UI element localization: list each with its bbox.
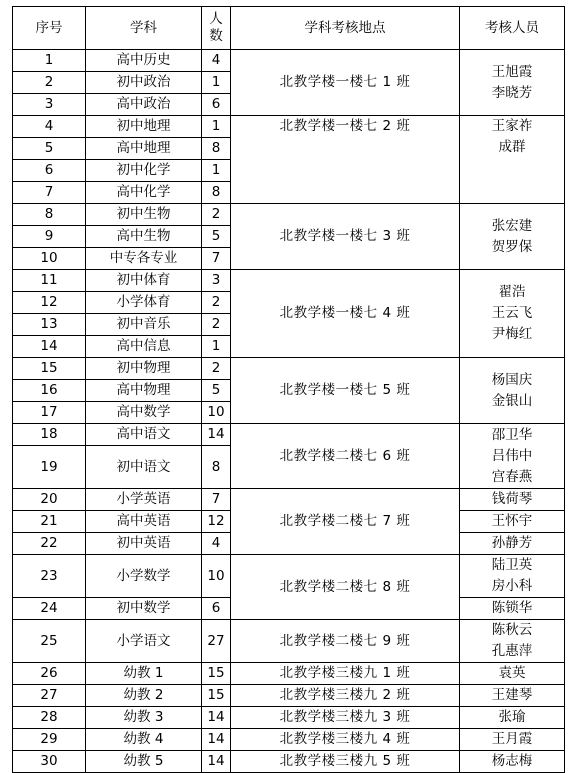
cell-subject: 初中化学 xyxy=(86,160,202,182)
cell-index: 29 xyxy=(13,729,86,751)
cell-venue: 北教学楼一楼七 4 班 xyxy=(231,270,460,358)
cell-subject: 初中物理 xyxy=(86,358,202,380)
table-row xyxy=(13,50,565,72)
cell-index: 20 xyxy=(13,489,86,511)
cell-index: 3 xyxy=(13,94,86,116)
cell-staff: 王怀宇 xyxy=(460,511,565,533)
cell-staff xyxy=(460,204,565,270)
cell-count: 4 xyxy=(202,50,231,72)
staff-name: 邵卫华 xyxy=(491,426,533,443)
cell-staff xyxy=(460,555,565,598)
cell-count: 14 xyxy=(202,751,231,773)
cell-venue: 北教学楼三楼九 4 班 xyxy=(231,729,460,751)
cell-subject: 高中地理 xyxy=(86,138,202,160)
cell-count: 6 xyxy=(202,94,231,116)
cell-index: 28 xyxy=(13,707,86,729)
staff-name: 陈秋云 xyxy=(491,622,533,638)
cell-staff xyxy=(460,620,565,663)
cell-count: 7 xyxy=(202,489,231,511)
table-row xyxy=(13,729,565,751)
cell-index: 14 xyxy=(13,336,86,358)
cell-index: 30 xyxy=(13,751,86,773)
cell-subject: 初中英语 xyxy=(86,533,202,555)
staff-name: 孔惠萍 xyxy=(491,643,533,659)
cell-subject: 初中政治 xyxy=(86,72,202,94)
cell-subject: 初中体育 xyxy=(86,270,202,292)
cell-subject: 幼教 5 xyxy=(86,751,202,773)
table-row xyxy=(13,663,565,685)
staff-name: 王旭霞 xyxy=(491,63,533,80)
cell-subject: 小学语文 xyxy=(86,620,202,663)
table-row xyxy=(13,620,565,663)
cell-subject: 初中生物 xyxy=(86,204,202,226)
staff-name: 贺罗保 xyxy=(491,238,533,255)
cell-index: 4 xyxy=(13,116,86,138)
cell-venue: 北教学楼三楼九 1 班 xyxy=(231,663,460,685)
cell-venue: 北教学楼三楼九 3 班 xyxy=(231,707,460,729)
cell-subject: 幼教 3 xyxy=(86,707,202,729)
cell-staff xyxy=(460,116,565,204)
cell-index: 13 xyxy=(13,314,86,336)
cell-subject: 高中化学 xyxy=(86,182,202,204)
cell-subject: 幼教 2 xyxy=(86,685,202,707)
cell-subject: 幼教 4 xyxy=(86,729,202,751)
cell-staff: 王建琴 xyxy=(460,685,565,707)
cell-staff xyxy=(460,270,565,358)
cell-count: 2 xyxy=(202,292,231,314)
cell-staff xyxy=(460,424,565,489)
cell-staff: 张瑜 xyxy=(460,707,565,729)
cell-subject: 高中历史 xyxy=(86,50,202,72)
cell-count: 10 xyxy=(202,555,231,598)
cell-staff: 孙静芳 xyxy=(460,533,565,555)
cell-count: 27 xyxy=(202,620,231,663)
cell-count: 1 xyxy=(202,72,231,94)
header-index: 序号 xyxy=(13,7,86,50)
header-row xyxy=(13,7,565,50)
staff-name: 王家祚 xyxy=(491,118,533,134)
cell-subject: 小学英语 xyxy=(86,489,202,511)
cell-index: 18 xyxy=(13,424,86,446)
cell-index: 7 xyxy=(13,182,86,204)
cell-subject: 初中数学 xyxy=(86,598,202,620)
cell-subject: 高中英语 xyxy=(86,511,202,533)
staff-name: 李晓芳 xyxy=(491,84,533,101)
cell-index: 6 xyxy=(13,160,86,182)
cell-count: 5 xyxy=(202,226,231,248)
cell-count: 15 xyxy=(202,685,231,707)
staff-name: 宫春燕 xyxy=(491,468,533,485)
table-row xyxy=(13,489,565,511)
cell-staff: 杨志梅 xyxy=(460,751,565,773)
cell-count: 8 xyxy=(202,182,231,204)
cell-staff: 钱荷琴 xyxy=(460,489,565,511)
header-count-line1: 人 xyxy=(209,11,223,27)
cell-venue: 北教学楼一楼七 3 班 xyxy=(231,204,460,270)
header-count-line2: 数 xyxy=(209,28,223,44)
cell-count: 1 xyxy=(202,336,231,358)
cell-index: 22 xyxy=(13,533,86,555)
table-row xyxy=(13,270,565,292)
table-row xyxy=(13,204,565,226)
cell-subject: 高中信息 xyxy=(86,336,202,358)
cell-index: 10 xyxy=(13,248,86,270)
table-row xyxy=(13,116,565,138)
cell-index: 11 xyxy=(13,270,86,292)
header-staff: 考核人员 xyxy=(460,7,565,50)
cell-subject: 小学体育 xyxy=(86,292,202,314)
staff-name: 王云飞 xyxy=(491,305,533,321)
cell-subject: 幼教 1 xyxy=(86,663,202,685)
cell-subject: 初中语文 xyxy=(86,446,202,489)
cell-count: 14 xyxy=(202,424,231,446)
cell-venue: 北教学楼一楼七 1 班 xyxy=(231,50,460,116)
cell-count: 2 xyxy=(202,314,231,336)
cell-index: 26 xyxy=(13,663,86,685)
staff-name: 尹梅红 xyxy=(491,326,533,342)
cell-index: 5 xyxy=(13,138,86,160)
cell-venue: 北教学楼二楼七 6 班 xyxy=(231,424,460,489)
cell-count: 8 xyxy=(202,138,231,160)
staff-name: 翟浩 xyxy=(498,284,526,300)
cell-count: 5 xyxy=(202,380,231,402)
cell-venue: 北教学楼二楼七 9 班 xyxy=(231,620,460,663)
cell-index: 21 xyxy=(13,511,86,533)
cell-count: 10 xyxy=(202,402,231,424)
cell-index: 25 xyxy=(13,620,86,663)
staff-name: 杨国庆 xyxy=(491,371,533,388)
cell-index: 12 xyxy=(13,292,86,314)
cell-staff: 袁英 xyxy=(460,663,565,685)
cell-index: 17 xyxy=(13,402,86,424)
table-row xyxy=(13,685,565,707)
cell-subject: 高中物理 xyxy=(86,380,202,402)
staff-name: 房小科 xyxy=(491,578,533,594)
cell-venue: 北教学楼二楼七 8 班 xyxy=(231,555,460,620)
header-venue: 学科考核地点 xyxy=(231,7,460,50)
header-count xyxy=(202,7,231,50)
cell-count: 8 xyxy=(202,446,231,489)
cell-venue xyxy=(231,116,460,204)
cell-index: 16 xyxy=(13,380,86,402)
cell-count: 7 xyxy=(202,248,231,270)
cell-count: 1 xyxy=(202,160,231,182)
cell-index: 19 xyxy=(13,446,86,489)
cell-staff: 王月霞 xyxy=(460,729,565,751)
cell-subject: 初中地理 xyxy=(86,116,202,138)
cell-index: 8 xyxy=(13,204,86,226)
cell-count: 4 xyxy=(202,533,231,555)
assessment-schedule-table xyxy=(12,6,565,773)
cell-index: 27 xyxy=(13,685,86,707)
cell-count: 12 xyxy=(202,511,231,533)
cell-index: 23 xyxy=(13,555,86,598)
cell-staff xyxy=(460,358,565,424)
cell-subject: 小学数学 xyxy=(86,555,202,598)
staff-name: 金银山 xyxy=(491,392,533,409)
table-row xyxy=(13,751,565,773)
cell-count: 3 xyxy=(202,270,231,292)
cell-count: 6 xyxy=(202,598,231,620)
cell-subject: 高中生物 xyxy=(86,226,202,248)
cell-venue: 北教学楼一楼七 5 班 xyxy=(231,358,460,424)
header-subject: 学科 xyxy=(86,7,202,50)
venue-text: 北教学楼一楼七 2 班 xyxy=(279,118,411,134)
cell-index: 24 xyxy=(13,598,86,620)
staff-name: 陆卫英 xyxy=(491,557,533,573)
cell-venue: 北教学楼二楼七 7 班 xyxy=(231,489,460,555)
cell-subject: 高中政治 xyxy=(86,94,202,116)
cell-count: 15 xyxy=(202,663,231,685)
staff-name: 张宏建 xyxy=(491,217,533,234)
cell-count: 14 xyxy=(202,729,231,751)
cell-venue: 北教学楼三楼九 5 班 xyxy=(231,751,460,773)
table-row xyxy=(13,555,565,598)
cell-staff: 陈锁华 xyxy=(460,598,565,620)
cell-subject: 高中语文 xyxy=(86,424,202,446)
cell-index: 15 xyxy=(13,358,86,380)
cell-subject: 中专各专业 xyxy=(86,248,202,270)
table-row xyxy=(13,424,565,446)
cell-index: 1 xyxy=(13,50,86,72)
cell-count: 1 xyxy=(202,116,231,138)
cell-index: 2 xyxy=(13,72,86,94)
cell-staff xyxy=(460,50,565,116)
table-row xyxy=(13,707,565,729)
cell-venue: 北教学楼三楼九 2 班 xyxy=(231,685,460,707)
cell-index: 9 xyxy=(13,226,86,248)
cell-count: 14 xyxy=(202,707,231,729)
cell-count: 2 xyxy=(202,204,231,226)
cell-subject: 初中音乐 xyxy=(86,314,202,336)
staff-name: 吕伟中 xyxy=(491,447,533,464)
staff-name: 成群 xyxy=(498,139,526,155)
cell-count: 2 xyxy=(202,358,231,380)
cell-subject: 高中数学 xyxy=(86,402,202,424)
table-row xyxy=(13,358,565,380)
